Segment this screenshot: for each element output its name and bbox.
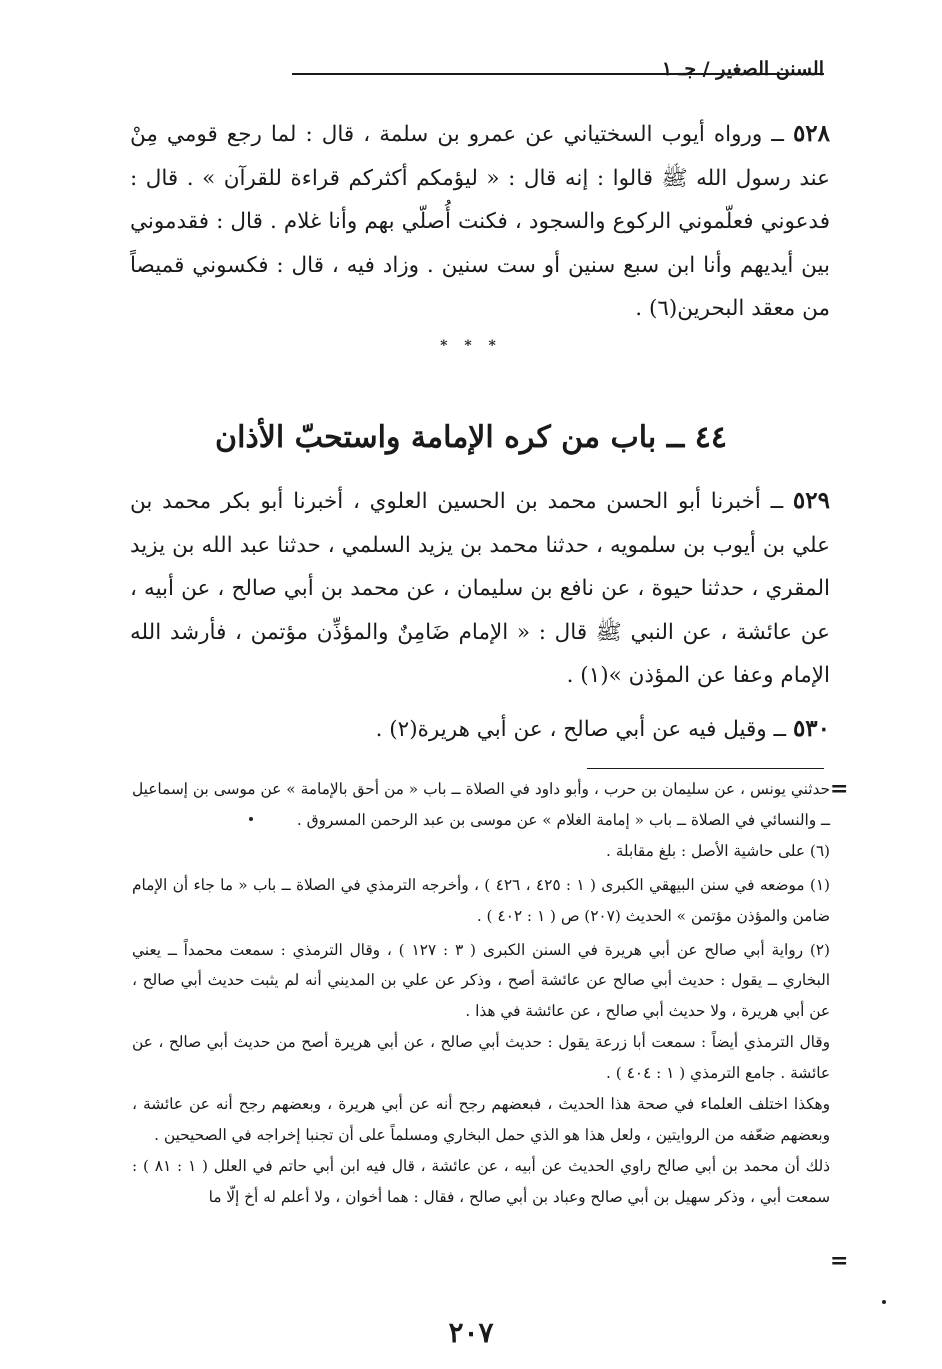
hadith-number: ٥٢٩ [792, 487, 830, 514]
hadith-number: ٥٣٠ [792, 715, 830, 742]
section-separator: * * * [440, 338, 502, 354]
footnote: (٦) على حاشية الأصل : بلغ مقابلة . [605, 841, 830, 860]
footnote: وهكذا اختلف العلماء في صحة هذا الحديث ، فبعضهم رجح أنه عن أبي هريرة ، وبعضهم رجح أنه عن عائشة ، وبعضهم ضعّفه من الروايتين ، ولعل هذا هو الذي حمل البخاري ومسلماً على أن تجنبا إخراجه في الصحيحين . [132, 1095, 830, 1144]
continuation-mark-start: = [830, 776, 849, 802]
footnote-rule [587, 768, 824, 769]
footnote: حدثني يونس ، عن سليمان بن حرب ، وأبو داود في الصلاة ــ باب « من أحق بالإمامة » عن موسى بن إسماعيل ــ والنسائي في الصلاة ــ باب « إمامة الغلام » عن موسى بن عبد الرحمن المسروق . [132, 780, 830, 829]
header-rule [292, 73, 824, 75]
footnote: (٢) رواية أبي صالح عن أبي هريرة في السنن الكبرى ( ٣ : ١٢٧ ) ، وقال الترمذي : سمعت محمداً ــ يعني البخاري ــ يقول : حديث أبي صالح عن عائشة أصح ، وذكر عن علي بن المديني أنه لم يثبت حديث أبي صالح ، عن أبي هريرة ، ولا حديث أبي صالح ، عن عائشة في هذا . [132, 940, 830, 1021]
continuation-mark-end: = [830, 1248, 849, 1274]
hadith-530 [130, 707, 830, 752]
footnote: وقال الترمذي أيضاً : سمعت أبا زرعة يقول : حديث أبي صالح ، عن أبي هريرة أصح من حديث أبي صالح ، عن عائشة . جامع الترمذي ( ١ : ٤٠٤ ) . [132, 1033, 830, 1083]
hadith-529 [130, 479, 830, 698]
running-head: السنن الصغير / جـ ١ [661, 58, 824, 80]
hadith-number: ٥٢٨ [792, 120, 830, 147]
footnote: (١) موضعه في سنن البيهقي الكبرى ( ١ : ٤٢٥ ، ٤٢٦ ) ، وأخرجه الترمذي في الصلاة ــ باب « ما جاء أن الإمام ضامن والمؤذن مؤتمن » الحديث (٢٠٧) ص ( ١ : ٤٠٢ ) . [132, 875, 830, 925]
scan-speck [249, 817, 253, 821]
hadith-528 [130, 112, 830, 331]
chapter-title: ٤٤ ــ باب من كره الإمامة واستحبّ الأذان [215, 420, 727, 455]
footnote: ذلك أن محمد بن أبي صالح راوي الحديث عن أبيه ، عن عائشة ، قال فيه ابن أبي حاتم في العلل ( ١ : ٨١ ) : سمعت أبي ، وذكر سهيل بن أبي صالح وعباد بن أبي صالح ، فقال : هما أخوان ، ولا أعلم له أخ إلّا ما [132, 1156, 830, 1206]
footnotes [132, 774, 830, 1213]
hadith-text: ــ ورواه أيوب السختياني عن عمرو بن سلمة ، قال : لما رجع قومي مِنْ عند رسول الله ﷺ قالوا : إنه قال : « ليؤمكم أكثركم قراءة للقرآن » . قال : فدعوني فعلّموني الركوع والسجود ، فكنت أُصلّي بهم وأنا غلام . قال : فقدموني بين أيديهم وأنا ابن سبع سنين أو ست سنين . وزاد فيه ، قال : فكسوني قميصاً من معقد البحرين(٦) . [130, 122, 830, 322]
scan-speck [882, 1300, 886, 1304]
hadith-text: ــ وقيل فيه عن أبي صالح ، عن أبي هريرة(٢) . [375, 717, 787, 742]
page-number: ٢٠٧ [448, 1316, 494, 1349]
hadith-text: ــ أخبرنا أبو الحسن محمد بن الحسين العلوي ، أخبرنا أبو بكر محمد بن علي بن أيوب بن سلمويه ، حدثنا محمد بن يزيد السلمي ، حدثنا عبد الله بن يزيد المقري ، حدثنا حيوة ، عن نافع بن سليمان ، عن محمد بن أبي صالح ، عن أبيه ، عن عائشة ، عن النبي ﷺ قال : « الإمام ضَامِنٌ والمؤذِّن مؤتمن ، فأرشد الله الإمام وعفا عن المؤذن »(١) . [130, 489, 830, 689]
